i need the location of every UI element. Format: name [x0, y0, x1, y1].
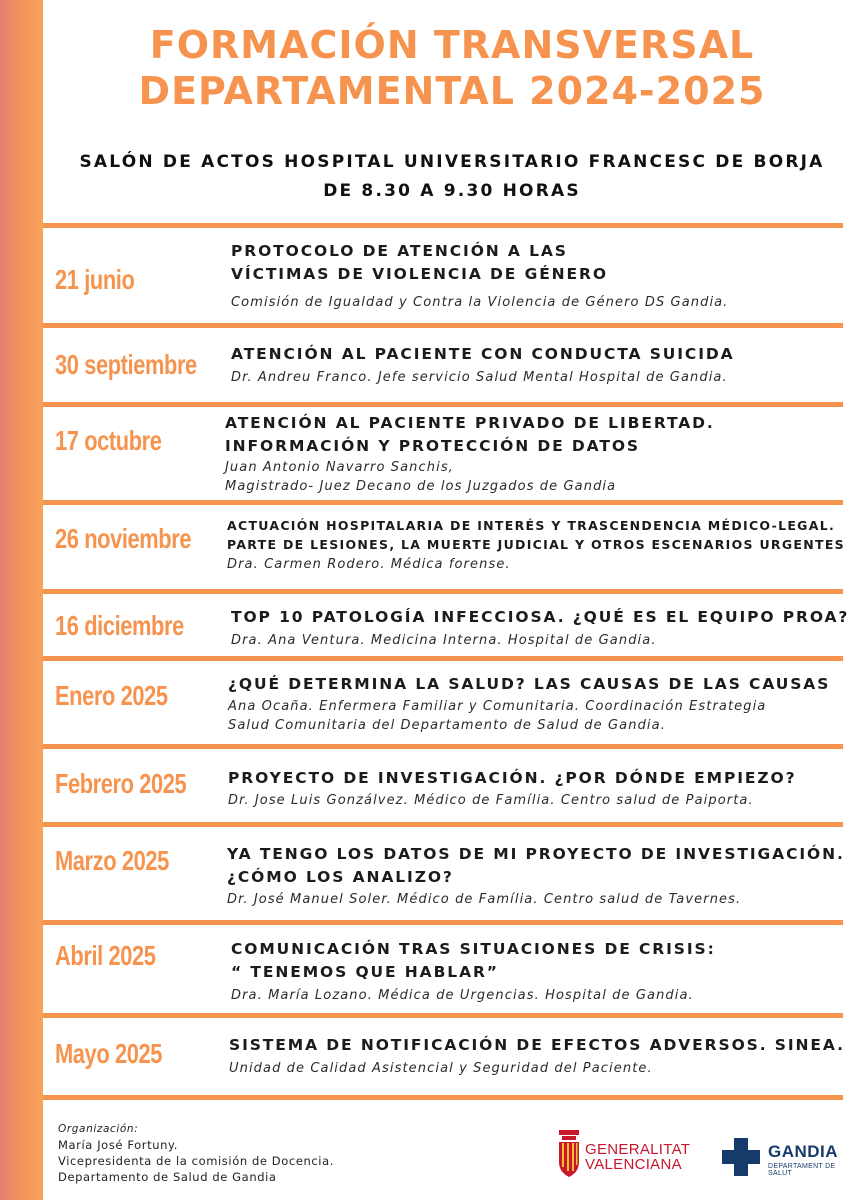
- venue-info: [60, 148, 844, 206]
- organization-line: Vicepresidenta de la comisión de Docencia.: [58, 1154, 334, 1168]
- session-topic-line: PROTOCOLO DE ATENCIÓN A LAS: [231, 242, 568, 260]
- divider: [43, 1013, 843, 1018]
- session-speaker-line: Dra. Ana Ventura. Medicina Interna. Hospital de Gandia.: [231, 633, 657, 648]
- session-topic-line: ATENCIÓN AL PACIENTE PRIVADO DE LIBERTAD.: [225, 414, 715, 432]
- session-date: Abril 2025: [55, 940, 156, 971]
- session-topic: [231, 343, 735, 366]
- title-line-1: FORMACIÓN TRANSVERSAL: [149, 23, 755, 67]
- divider: [43, 656, 843, 661]
- session-topic-line: SISTEMA DE NOTIFICACIÓN DE EFECTOS ADVERSOS. SINEA.: [229, 1036, 845, 1054]
- divider: [43, 223, 843, 228]
- divider: [43, 402, 843, 407]
- organization-line: María José Fortuny.: [58, 1138, 179, 1152]
- session-topic: [225, 412, 715, 458]
- session-topic-line: TOP 10 PATOLOGÍA INFECCIOSA. ¿QUÉ ES EL EQUIPO PROA?: [231, 608, 850, 626]
- divider: [43, 744, 843, 749]
- gandia-subtitle: DEPARTAMENT DE SALUT: [768, 1163, 836, 1177]
- venue-schedule: DE 8.30 A 9.30 HORAS: [323, 181, 581, 201]
- session-topic: [229, 1034, 845, 1057]
- divider: [43, 500, 843, 505]
- session-speaker: [229, 1059, 653, 1078]
- divider: [43, 822, 843, 827]
- divider: [43, 589, 843, 594]
- generalitat-line: VALENCIANA: [585, 1156, 682, 1173]
- session-topic: [231, 240, 608, 286]
- session-topic-line: PROYECTO DE INVESTIGACIÓN. ¿POR DÓNDE EMPIEZO?: [228, 769, 797, 787]
- session-topic: [228, 767, 796, 790]
- session-speaker-line: Dr. Andreu Franco. Jefe servicio Salud Mental Hospital de Gandia.: [231, 370, 728, 385]
- medical-cross-icon: [722, 1138, 760, 1176]
- session-topic-line: ¿CÓMO LOS ANALIZO?: [227, 868, 454, 886]
- session-date: Febrero 2025: [55, 768, 187, 799]
- session-speaker: [231, 631, 657, 650]
- session-date: 17 octubre: [55, 425, 162, 456]
- session-date: 21 junio: [55, 264, 135, 295]
- session-speaker-line: Dr. José Manuel Soler. Médico de Família. Centro salud de Tavernes.: [227, 892, 742, 907]
- session-speaker: [228, 697, 766, 735]
- session-speaker-line: Dra. Carmen Rodero. Médica forense.: [227, 557, 511, 572]
- session-speaker-line: Comisión de Igualdad y Contra la Violencia de Género DS Gandia.: [231, 295, 729, 310]
- session-date: 30 septiembre: [55, 349, 197, 380]
- session-speaker-line: Ana Ocaña. Enfermera Familiar y Comunitaria. Coordinación Estrategia: [228, 699, 767, 714]
- session-speaker: [227, 890, 741, 909]
- session-speaker-line: Salud Comunitaria del Departamento de Salud de Gandia.: [228, 718, 666, 733]
- session-topic: [231, 606, 849, 629]
- gandia-name: GANDIA: [768, 1142, 839, 1161]
- session-speaker: [227, 555, 511, 574]
- organization-info: [58, 1120, 334, 1185]
- session-date: 16 diciembre: [55, 610, 184, 641]
- generalitat-name: [585, 1142, 690, 1172]
- side-gradient-bar: [0, 0, 43, 1200]
- session-topic-line: COMUNICACIÓN TRAS SITUACIONES DE CRISIS:: [231, 940, 716, 958]
- title-line-2: DEPARTAMENTAL 2024-2025: [138, 69, 766, 113]
- session-topic-line: ATENCIÓN AL PACIENTE CON CONDUCTA SUICIDA: [231, 345, 735, 363]
- divider: [43, 323, 843, 328]
- session-speaker-line: Juan Antonio Navarro Sanchis,: [225, 460, 454, 475]
- session-speaker: [228, 791, 754, 810]
- session-speaker: [231, 368, 728, 387]
- session-speaker-line: Magistrado- Juez Decano de los Juzgados de Gandia: [225, 479, 617, 494]
- session-topic-line: “ TENEMOS QUE HABLAR”: [231, 963, 499, 981]
- session-speaker: [231, 986, 694, 1005]
- generalitat-valenciana-logo: [556, 1130, 706, 1178]
- session-speaker: [225, 458, 616, 496]
- organization-line: Departamento de Salud de Gandia: [58, 1170, 277, 1184]
- organization-label: Organización:: [58, 1123, 139, 1135]
- session-speaker-line: Unidad de Calidad Asistencial y Seguridad del Paciente.: [229, 1061, 653, 1076]
- venue-location: SALÓN DE ACTOS HOSPITAL UNIVERSITARIO FRANCESC DE BORJA: [79, 152, 825, 172]
- generalitat-line: GENERALITAT: [585, 1141, 691, 1158]
- session-topic-line: PARTE DE LESIONES, LA MUERTE JUDICIAL Y OTROS ESCENARIOS URGENTES: [227, 537, 845, 552]
- divider: [43, 920, 843, 925]
- session-topic-line: INFORMACIÓN Y PROTECCIÓN DE DATOS: [225, 437, 640, 455]
- session-speaker-line: Dra. María Lozano. Médica de Urgencias. Hospital de Gandia.: [231, 988, 694, 1003]
- session-topic: [227, 843, 845, 889]
- session-topic-line: VÍCTIMAS DE VIOLENCIA DE GÉNERO: [231, 265, 608, 283]
- generalitat-shield-icon: [556, 1130, 582, 1178]
- session-topic: [228, 673, 830, 696]
- gandia-department-logo: [722, 1138, 842, 1178]
- session-date: Enero 2025: [55, 680, 168, 711]
- session-date: 26 noviembre: [55, 523, 192, 554]
- session-date: Marzo 2025: [55, 845, 169, 876]
- page-title: [60, 22, 844, 114]
- session-topic-line: ACTUACIÓN HOSPITALARIA DE INTERÉS Y TRASCENDENCIA MÉDICO-LEGAL.: [227, 518, 836, 533]
- session-topic-line: ¿QUÉ DETERMINA LA SALUD? LAS CAUSAS DE LAS CAUSAS: [228, 675, 831, 693]
- session-speaker-line: Dr. Jose Luis Gonzálvez. Médico de Família. Centro salud de Paiporta.: [228, 793, 754, 808]
- session-topic-line: YA TENGO LOS DATOS DE MI PROYECTO DE INVESTIGACIÓN.: [227, 845, 845, 863]
- session-topic: [227, 516, 845, 554]
- session-topic: [231, 938, 716, 984]
- session-date: Mayo 2025: [55, 1038, 162, 1069]
- divider: [43, 1095, 843, 1100]
- session-speaker: [231, 293, 728, 312]
